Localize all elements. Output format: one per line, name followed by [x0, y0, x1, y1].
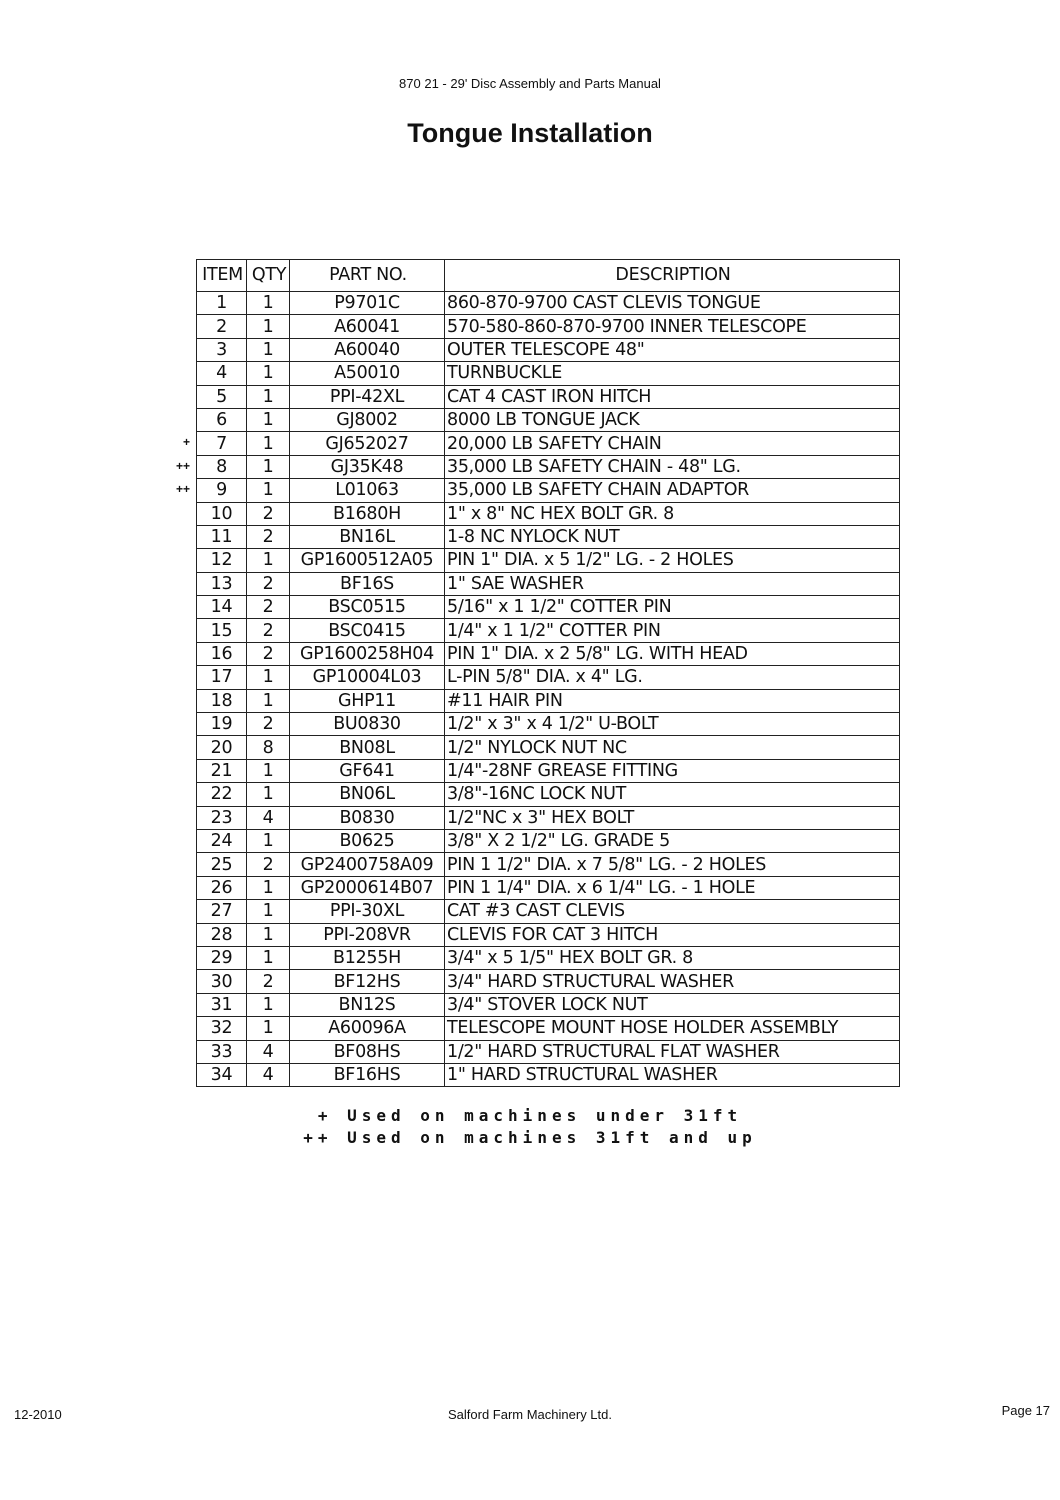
item-cell: 4 [197, 362, 247, 385]
part-number-cell: L01063 [290, 479, 445, 502]
qty-cell: 2 [247, 970, 290, 993]
table-row [197, 525, 900, 548]
description-cell: #11 HAIR PIN [445, 689, 900, 712]
parts-table-body [197, 292, 900, 1087]
footnote-mark: + [182, 435, 190, 450]
item-cell: 16 [197, 642, 247, 665]
description-cell: 3/4" STOVER LOCK NUT [445, 993, 900, 1016]
item-cell: 17 [197, 666, 247, 689]
table-row [197, 408, 900, 431]
footer-page-number: Page 17 [1001, 1403, 1050, 1418]
table-row [197, 759, 900, 782]
part-number-cell: BF12HS [290, 970, 445, 993]
table-row [197, 993, 900, 1016]
description-cell: 3/4" HARD STRUCTURAL WASHER [445, 970, 900, 993]
item-cell: 33 [197, 1040, 247, 1063]
table-row [197, 549, 900, 572]
table-row [197, 338, 900, 361]
part-number-cell: GP2000614B07 [290, 876, 445, 899]
description-cell: 5/16" x 1 1/2" COTTER PIN [445, 596, 900, 619]
table-row [197, 596, 900, 619]
qty-cell: 1 [247, 549, 290, 572]
qty-cell: 4 [247, 1063, 290, 1086]
description-cell: OUTER TELESCOPE 48" [445, 338, 900, 361]
item-cell: 14 [197, 596, 247, 619]
part-number-cell: GF641 [290, 759, 445, 782]
qty-cell: 1 [247, 829, 290, 852]
item-cell: 13 [197, 572, 247, 595]
qty-cell: 1 [247, 689, 290, 712]
part-number-cell: GJ8002 [290, 408, 445, 431]
item-cell: 29 [197, 946, 247, 969]
table-row [197, 1040, 900, 1063]
item-cell: 19 [197, 713, 247, 736]
part-number-cell: BF08HS [290, 1040, 445, 1063]
document-header: 870 21 - 29' Disc Assembly and Parts Manual [399, 76, 661, 91]
qty-cell: 1 [247, 455, 290, 478]
description-cell: 1" SAE WASHER [445, 572, 900, 595]
table-row [197, 829, 900, 852]
part-number-cell: A50010 [290, 362, 445, 385]
part-number-cell: BF16S [290, 572, 445, 595]
table-row [197, 970, 900, 993]
part-number-cell: BF16HS [290, 1063, 445, 1086]
description-cell: 1/4" x 1 1/2" COTTER PIN [445, 619, 900, 642]
qty-cell: 4 [247, 806, 290, 829]
description-cell: CLEVIS FOR CAT 3 HITCH [445, 923, 900, 946]
qty-column-header: QTY [247, 260, 290, 292]
qty-cell: 1 [247, 385, 290, 408]
part-number-cell: GJ35K48 [290, 455, 445, 478]
item-cell: 12 [197, 549, 247, 572]
table-row [197, 1063, 900, 1086]
qty-cell: 2 [247, 572, 290, 595]
item-column-header: ITEM [197, 260, 247, 292]
footnotes [0, 1105, 1060, 1149]
part-number-cell: B1680H [290, 502, 445, 525]
part-number-cell: BSC0415 [290, 619, 445, 642]
item-cell: 26 [197, 876, 247, 899]
table-header-row [197, 260, 900, 292]
table-row [197, 315, 900, 338]
qty-cell: 1 [247, 876, 290, 899]
item-cell: 9 [197, 479, 247, 502]
table-row [197, 502, 900, 525]
description-cell: 3/4" x 5 1/5" HEX BOLT GR. 8 [445, 946, 900, 969]
description-cell: 570-580-860-870-9700 INNER TELESCOPE [445, 315, 900, 338]
description-cell: 860-870-9700 CAST CLEVIS TONGUE [445, 292, 900, 315]
item-cell: 21 [197, 759, 247, 782]
description-cell: 1" HARD STRUCTURAL WASHER [445, 1063, 900, 1086]
table-row [197, 806, 900, 829]
table-row [197, 853, 900, 876]
part-number-cell: PPI-208VR [290, 923, 445, 946]
description-cell: 3/8" X 2 1/2" LG. GRADE 5 [445, 829, 900, 852]
description-cell: PIN 1 1/2" DIA. x 7 5/8" LG. - 2 HOLES [445, 853, 900, 876]
item-cell: 8 [197, 455, 247, 478]
qty-cell: 1 [247, 479, 290, 502]
table-row [197, 455, 900, 478]
item-cell: 3 [197, 338, 247, 361]
item-cell: 27 [197, 900, 247, 923]
footnote-mark: ++ [175, 458, 190, 473]
table-row [197, 432, 900, 455]
qty-cell: 2 [247, 619, 290, 642]
part-number-cell: A60096A [290, 1017, 445, 1040]
footer-date: 12-2010 [14, 1407, 62, 1422]
description-cell: 1/2" NYLOCK NUT NC [445, 736, 900, 759]
qty-cell: 1 [247, 408, 290, 431]
qty-cell: 2 [247, 596, 290, 619]
part-number-cell: BU0830 [290, 713, 445, 736]
part-number-column-header: PART NO. [290, 260, 445, 292]
qty-cell: 1 [247, 946, 290, 969]
qty-cell: 1 [247, 1017, 290, 1040]
description-cell: CAT 4 CAST IRON HITCH [445, 385, 900, 408]
qty-cell: 1 [247, 432, 290, 455]
item-cell: 22 [197, 783, 247, 806]
item-cell: 11 [197, 525, 247, 548]
part-number-cell: BN08L [290, 736, 445, 759]
description-column-header: DESCRIPTION [445, 260, 900, 292]
part-number-cell: GP1600512A05 [290, 549, 445, 572]
qty-cell: 1 [247, 292, 290, 315]
qty-cell: 8 [247, 736, 290, 759]
footer-company: Salford Farm Machinery Ltd. [447, 1407, 612, 1422]
part-number-cell: PPI-42XL [290, 385, 445, 408]
qty-cell: 1 [247, 993, 290, 1016]
item-cell: 5 [197, 385, 247, 408]
table-row [197, 783, 900, 806]
description-cell: L-PIN 5/8" DIA. x 4" LG. [445, 666, 900, 689]
part-number-cell: GHP11 [290, 689, 445, 712]
item-cell: 1 [197, 292, 247, 315]
item-cell: 18 [197, 689, 247, 712]
qty-cell: 2 [247, 502, 290, 525]
description-cell: TURNBUCKLE [445, 362, 900, 385]
qty-cell: 2 [247, 525, 290, 548]
part-number-cell: BSC0515 [290, 596, 445, 619]
part-number-cell: GJ652027 [290, 432, 445, 455]
table-row [197, 619, 900, 642]
part-number-cell: PPI-30XL [290, 900, 445, 923]
part-number-cell: BN16L [290, 525, 445, 548]
table-row [197, 572, 900, 595]
item-cell: 24 [197, 829, 247, 852]
qty-cell: 4 [247, 1040, 290, 1063]
description-cell: PIN 1" DIA. x 5 1/2" LG. - 2 HOLES [445, 549, 900, 572]
table-row [197, 689, 900, 712]
qty-cell: 1 [247, 783, 290, 806]
qty-cell: 1 [247, 362, 290, 385]
item-cell: 6 [197, 408, 247, 431]
table-row [197, 1017, 900, 1040]
footnote-under-31ft: + Used on machines under 31ft [317, 1106, 743, 1125]
description-cell: 1" x 8" NC HEX BOLT GR. 8 [445, 502, 900, 525]
qty-cell: 1 [247, 759, 290, 782]
table-row [197, 385, 900, 408]
table-row [197, 479, 900, 502]
part-number-cell: BN06L [290, 783, 445, 806]
table-row [197, 362, 900, 385]
table-row [197, 900, 900, 923]
part-number-cell: GP1600258H04 [290, 642, 445, 665]
description-cell: 1/2" x 3" x 4 1/2" U-BOLT [445, 713, 900, 736]
table-row [197, 713, 900, 736]
description-cell: 1/4"-28NF GREASE FITTING [445, 759, 900, 782]
part-number-cell: B0830 [290, 806, 445, 829]
table-row [197, 292, 900, 315]
description-cell: 35,000 LB SAFETY CHAIN ADAPTOR [445, 479, 900, 502]
table-row [197, 946, 900, 969]
qty-cell: 2 [247, 713, 290, 736]
description-cell: 1/2"NC x 3" HEX BOLT [445, 806, 900, 829]
description-cell: 35,000 LB SAFETY CHAIN - 48" LG. [445, 455, 900, 478]
part-number-cell: P9701C [290, 292, 445, 315]
item-cell: 25 [197, 853, 247, 876]
description-cell: 20,000 LB SAFETY CHAIN [445, 432, 900, 455]
parts-table [196, 259, 900, 1087]
item-cell: 2 [197, 315, 247, 338]
qty-cell: 1 [247, 338, 290, 361]
page-title: Tongue Installation [407, 118, 653, 148]
part-number-cell: BN12S [290, 993, 445, 1016]
qty-cell: 2 [247, 642, 290, 665]
item-cell: 28 [197, 923, 247, 946]
description-cell: 1-8 NC NYLOCK NUT [445, 525, 900, 548]
qty-cell: 1 [247, 923, 290, 946]
description-cell: 3/8"-16NC LOCK NUT [445, 783, 900, 806]
footnote-mark: ++ [175, 482, 190, 497]
item-cell: 31 [197, 993, 247, 1016]
table-row [197, 642, 900, 665]
item-cell: 23 [197, 806, 247, 829]
qty-cell: 2 [247, 853, 290, 876]
description-cell: TELESCOPE MOUNT HOSE HOLDER ASSEMBLY [445, 1017, 900, 1040]
item-cell: 10 [197, 502, 247, 525]
footnote-31ft-and-up: ++ Used on machines 31ft and up [303, 1128, 757, 1147]
description-cell: PIN 1" DIA. x 2 5/8" LG. WITH HEAD [445, 642, 900, 665]
part-number-cell: GP2400758A09 [290, 853, 445, 876]
description-cell: 1/2" HARD STRUCTURAL FLAT WASHER [445, 1040, 900, 1063]
part-number-cell: B0625 [290, 829, 445, 852]
item-cell: 20 [197, 736, 247, 759]
qty-cell: 1 [247, 900, 290, 923]
qty-cell: 1 [247, 315, 290, 338]
item-cell: 7 [197, 432, 247, 455]
table-row [197, 923, 900, 946]
description-cell: PIN 1 1/4" DIA. x 6 1/4" LG. - 1 HOLE [445, 876, 900, 899]
item-cell: 15 [197, 619, 247, 642]
part-number-cell: A60040 [290, 338, 445, 361]
table-row [197, 736, 900, 759]
item-cell: 34 [197, 1063, 247, 1086]
item-cell: 30 [197, 970, 247, 993]
qty-cell: 1 [247, 666, 290, 689]
item-cell: 32 [197, 1017, 247, 1040]
description-cell: 8000 LB TONGUE JACK [445, 408, 900, 431]
table-row [197, 876, 900, 899]
part-number-cell: A60041 [290, 315, 445, 338]
part-number-cell: B1255H [290, 946, 445, 969]
description-cell: CAT #3 CAST CLEVIS [445, 900, 900, 923]
part-number-cell: GP10004L03 [290, 666, 445, 689]
table-row [197, 666, 900, 689]
